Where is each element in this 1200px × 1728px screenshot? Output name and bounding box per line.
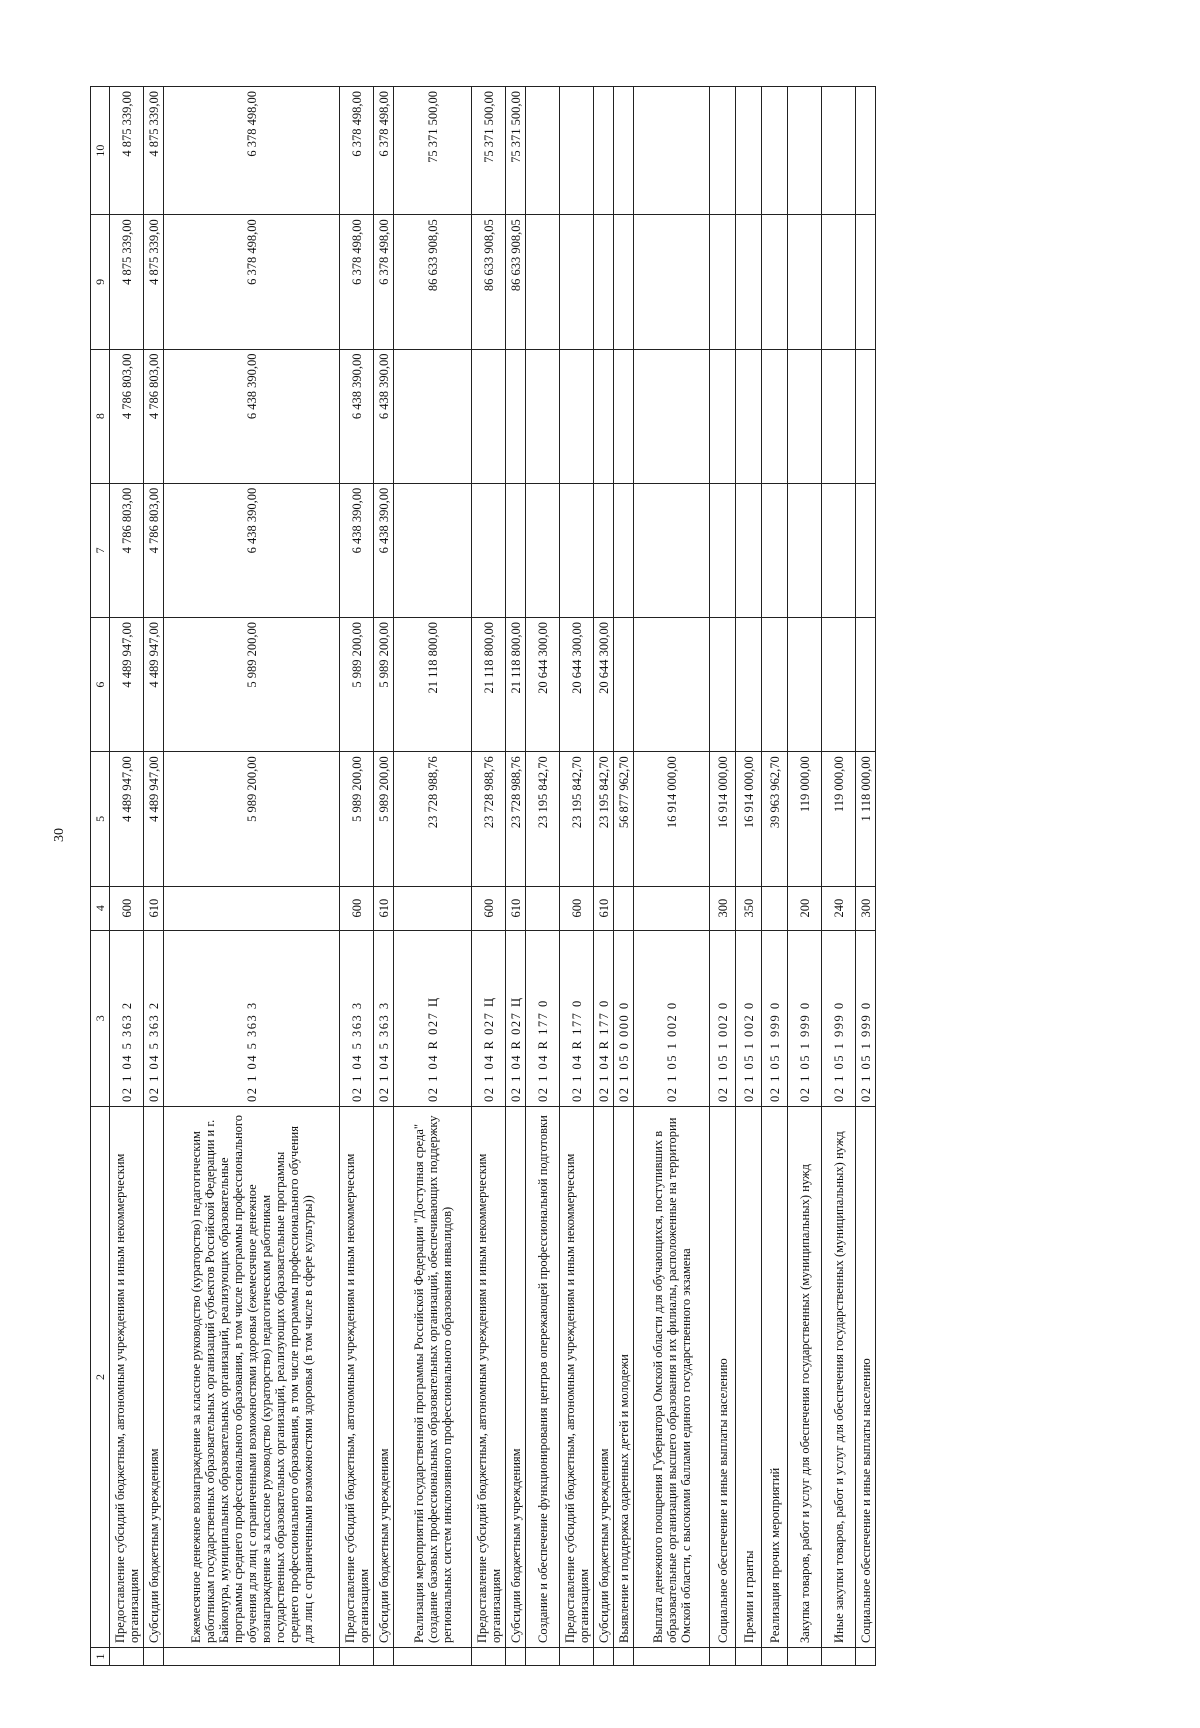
row-number-cell xyxy=(762,1647,788,1665)
row-value-cell xyxy=(762,87,788,215)
row-value-cell: 23 728 988,76 xyxy=(394,752,472,886)
row-value-cell: 20 644 300,00 xyxy=(560,618,594,752)
row-value-cell: 4 786 803,00 xyxy=(110,483,144,617)
row-value-cell: 4 786 803,00 xyxy=(110,349,144,483)
row-value-cell xyxy=(788,349,822,483)
row-name-cell: Ежемесячное денежное вознаграждение за классное руководство (кураторство) педагогическим работникам государственных образовательных организаций субъектов Российской Федерации и г. Байконура, муниципальных образовательных организаций, реализующих образовательные программы среднего профессионального образования, в том числе программы профессионального обучения для лиц с ограниченными возможностями здоровья (ежемесячное денежное вознаграждение за классное руководство (кураторство) педагогическим работникам государственных образовательных организаций, реализующих образовательные программы среднего профессионального образования, в том числе программы профессионального обучения для лиц с ограниченными возможностями здоровья (в том числе в сфере культуры)) xyxy=(164,1106,340,1647)
row-kind-cell xyxy=(762,886,788,930)
row-name-cell: Закупка товаров, работ и услуг для обеспечения государственных (муниципальных) нужд xyxy=(788,1106,822,1647)
row-value-cell xyxy=(762,483,788,617)
table-row xyxy=(856,87,876,1666)
row-kind-cell xyxy=(634,886,710,930)
table-row xyxy=(560,87,594,1666)
row-value-cell: 4 489 947,00 xyxy=(144,752,164,886)
row-value-cell: 20 644 300,00 xyxy=(594,618,614,752)
row-value-cell: 119 000,00 xyxy=(788,752,822,886)
row-value-cell xyxy=(560,349,594,483)
table-row xyxy=(822,87,856,1666)
table-row xyxy=(340,87,374,1666)
row-code-cell: 02 1 04 5 363 2 xyxy=(144,930,164,1106)
row-value-cell xyxy=(710,215,736,349)
row-value-cell xyxy=(788,87,822,215)
row-value-cell: 75 371 500,00 xyxy=(472,87,506,215)
row-value-cell: 16 914 000,00 xyxy=(634,752,710,886)
row-kind-cell: 350 xyxy=(736,886,762,930)
row-value-cell xyxy=(822,215,856,349)
row-value-cell: 1 118 000,00 xyxy=(856,752,876,886)
row-value-cell xyxy=(736,483,762,617)
row-value-cell xyxy=(710,349,736,483)
row-kind-cell: 610 xyxy=(594,886,614,930)
row-value-cell: 4 489 947,00 xyxy=(110,618,144,752)
row-value-cell xyxy=(594,349,614,483)
row-value-cell xyxy=(560,87,594,215)
row-name-cell: Выплата денежного поощрения Губернатора Омской области для обучающихся, поступивших в образовательные организации высшего образования и их филиалы, расположенные на территории Омской области, с высокими баллами единого государственного экзамена xyxy=(634,1106,710,1647)
table-row xyxy=(144,87,164,1666)
row-kind-cell: 610 xyxy=(144,886,164,930)
row-code-cell: 02 1 04 R 027 Ц xyxy=(472,930,506,1106)
row-value-cell: 21 118 800,00 xyxy=(472,618,506,752)
header-cell: 6 xyxy=(91,618,110,752)
row-value-cell xyxy=(856,483,876,617)
row-kind-cell xyxy=(394,886,472,930)
row-value-cell xyxy=(506,483,526,617)
row-value-cell: 16 914 000,00 xyxy=(710,752,736,886)
row-value-cell: 6 378 498,00 xyxy=(340,215,374,349)
row-kind-cell xyxy=(526,886,560,930)
row-code-cell: 02 1 05 1 002 0 xyxy=(634,930,710,1106)
row-name-cell: Предоставление субсидий бюджетным, автономным учреждениям и иным некоммерческим организациям xyxy=(340,1106,374,1647)
row-value-cell xyxy=(822,87,856,215)
row-number-cell xyxy=(560,1647,594,1665)
row-value-cell: 5 989 200,00 xyxy=(340,752,374,886)
row-kind-cell: 240 xyxy=(822,886,856,930)
row-value-cell xyxy=(594,215,614,349)
row-value-cell: 4 875 339,00 xyxy=(110,87,144,215)
row-value-cell: 23 195 842,70 xyxy=(560,752,594,886)
row-value-cell xyxy=(614,87,634,215)
row-value-cell xyxy=(560,215,594,349)
row-value-cell xyxy=(634,618,710,752)
row-value-cell: 5 989 200,00 xyxy=(374,618,394,752)
row-number-cell xyxy=(634,1647,710,1665)
row-value-cell xyxy=(594,87,614,215)
row-value-cell: 86 633 908,05 xyxy=(394,215,472,349)
row-value-cell xyxy=(710,483,736,617)
row-number-cell xyxy=(856,1647,876,1665)
row-kind-cell: 300 xyxy=(710,886,736,930)
row-number-cell xyxy=(526,1647,560,1665)
table-row xyxy=(164,87,340,1666)
row-value-cell xyxy=(736,87,762,215)
row-kind-cell xyxy=(164,886,340,930)
header-row xyxy=(91,87,110,1666)
row-value-cell: 6 438 390,00 xyxy=(374,349,394,483)
row-name-cell: Предоставление субсидий бюджетным, автономным учреждениям и иным некоммерческим организациям xyxy=(110,1106,144,1647)
table-row xyxy=(110,87,144,1666)
row-value-cell: 21 118 800,00 xyxy=(394,618,472,752)
row-value-cell xyxy=(762,618,788,752)
row-value-cell xyxy=(472,483,506,617)
row-value-cell: 21 118 800,00 xyxy=(506,618,526,752)
table-row xyxy=(394,87,472,1666)
row-name-cell: Предоставление субсидий бюджетным, автономным учреждениям и иным некоммерческим организациям xyxy=(472,1106,506,1647)
row-name-cell: Субсидии бюджетным учреждениям xyxy=(144,1106,164,1647)
rotated-page xyxy=(90,86,1170,1666)
row-code-cell: 02 1 04 5 363 2 xyxy=(110,930,144,1106)
row-code-cell: 02 1 04 5 363 3 xyxy=(374,930,394,1106)
table-row xyxy=(472,87,506,1666)
row-kind-cell: 610 xyxy=(374,886,394,930)
row-value-cell xyxy=(822,349,856,483)
row-value-cell xyxy=(736,215,762,349)
row-number-cell xyxy=(788,1647,822,1665)
row-value-cell: 4 786 803,00 xyxy=(144,483,164,617)
row-value-cell xyxy=(822,483,856,617)
row-value-cell xyxy=(634,349,710,483)
row-value-cell: 6 438 390,00 xyxy=(340,349,374,483)
row-value-cell xyxy=(614,483,634,617)
row-value-cell xyxy=(594,483,614,617)
table-row xyxy=(788,87,822,1666)
row-number-cell xyxy=(164,1647,340,1665)
row-value-cell xyxy=(526,215,560,349)
row-value-cell: 4 875 339,00 xyxy=(144,87,164,215)
row-value-cell xyxy=(762,349,788,483)
table-row xyxy=(614,87,634,1666)
row-kind-cell: 200 xyxy=(788,886,822,930)
row-value-cell xyxy=(634,87,710,215)
row-name-cell: Субсидии бюджетным учреждениям xyxy=(594,1106,614,1647)
row-value-cell: 119 000,00 xyxy=(822,752,856,886)
row-value-cell: 86 633 908,05 xyxy=(506,215,526,349)
row-value-cell: 23 728 988,76 xyxy=(506,752,526,886)
row-code-cell: 02 1 04 5 363 3 xyxy=(340,930,374,1106)
row-value-cell: 5 989 200,00 xyxy=(340,618,374,752)
row-value-cell: 23 728 988,76 xyxy=(472,752,506,886)
row-name-cell: Социальное обеспечение и иные выплаты населению xyxy=(856,1106,876,1647)
row-code-cell: 02 1 05 1 999 0 xyxy=(856,930,876,1106)
row-value-cell xyxy=(394,349,472,483)
row-name-cell: Предоставление субсидий бюджетным, автономным учреждениям и иным некоммерческим организациям xyxy=(560,1106,594,1647)
row-value-cell: 6 438 390,00 xyxy=(164,483,340,617)
row-value-cell: 6 438 390,00 xyxy=(164,349,340,483)
row-value-cell: 75 371 500,00 xyxy=(506,87,526,215)
row-name-cell: Реализация мероприятий государственной программы Российской Федерации "Доступная среда" (создание базовых профессиональных образовательных организаций, обеспечивающих поддержку региональных систем инклюзивного профессионального образования инвалидов) xyxy=(394,1106,472,1647)
row-value-cell: 6 438 390,00 xyxy=(340,483,374,617)
row-number-cell xyxy=(710,1647,736,1665)
row-value-cell xyxy=(788,618,822,752)
row-value-cell xyxy=(856,215,876,349)
header-cell: 2 xyxy=(91,1106,110,1647)
row-code-cell: 02 1 05 1 999 0 xyxy=(788,930,822,1106)
row-value-cell: 6 378 498,00 xyxy=(374,87,394,215)
row-kind-cell: 600 xyxy=(340,886,374,930)
row-name-cell: Создание и обеспечение функционирования центров опережающей профессиональной подготовки xyxy=(526,1106,560,1647)
row-code-cell: 02 1 05 1 999 0 xyxy=(822,930,856,1106)
row-value-cell: 6 378 498,00 xyxy=(374,215,394,349)
row-value-cell: 5 989 200,00 xyxy=(164,618,340,752)
row-value-cell: 56 877 962,70 xyxy=(614,752,634,886)
header-cell: 3 xyxy=(91,930,110,1106)
row-value-cell xyxy=(788,483,822,617)
row-name-cell: Субсидии бюджетным учреждениям xyxy=(506,1106,526,1647)
row-value-cell: 75 371 500,00 xyxy=(394,87,472,215)
row-number-cell xyxy=(594,1647,614,1665)
row-code-cell: 02 1 05 0 000 0 xyxy=(614,930,634,1106)
header-cell: 7 xyxy=(91,483,110,617)
row-value-cell: 23 195 842,70 xyxy=(526,752,560,886)
row-code-cell: 02 1 04 R 177 0 xyxy=(560,930,594,1106)
row-code-cell: 02 1 04 R 027 Ц xyxy=(506,930,526,1106)
row-value-cell: 6 438 390,00 xyxy=(374,483,394,617)
table-row xyxy=(594,87,614,1666)
row-name-cell: Выявление и поддержка одаренных детей и молодежи xyxy=(614,1106,634,1647)
row-number-cell xyxy=(506,1647,526,1665)
row-value-cell xyxy=(614,349,634,483)
row-kind-cell xyxy=(614,886,634,930)
header-cell: 10 xyxy=(91,87,110,215)
row-value-cell xyxy=(526,349,560,483)
row-value-cell: 6 378 498,00 xyxy=(164,87,340,215)
row-kind-cell: 300 xyxy=(856,886,876,930)
row-value-cell: 86 633 908,05 xyxy=(472,215,506,349)
row-value-cell xyxy=(710,618,736,752)
row-code-cell: 02 1 05 1 002 0 xyxy=(736,930,762,1106)
row-number-cell xyxy=(736,1647,762,1665)
budget-table xyxy=(90,86,876,1666)
row-code-cell: 02 1 04 R 177 0 xyxy=(594,930,614,1106)
row-number-cell xyxy=(374,1647,394,1665)
row-name-cell: Социальное обеспечение и иные выплаты населению xyxy=(710,1106,736,1647)
row-number-cell xyxy=(614,1647,634,1665)
row-value-cell xyxy=(506,349,526,483)
table-row xyxy=(736,87,762,1666)
row-value-cell xyxy=(856,349,876,483)
row-code-cell: 02 1 05 1 002 0 xyxy=(710,930,736,1106)
row-code-cell: 02 1 05 1 999 0 xyxy=(762,930,788,1106)
row-value-cell xyxy=(472,349,506,483)
header-cell: 4 xyxy=(91,886,110,930)
row-value-cell: 4 489 947,00 xyxy=(110,752,144,886)
table-row xyxy=(762,87,788,1666)
row-value-cell: 4 786 803,00 xyxy=(144,349,164,483)
row-number-cell xyxy=(394,1647,472,1665)
row-value-cell xyxy=(394,483,472,617)
row-value-cell: 4 875 339,00 xyxy=(144,215,164,349)
row-name-cell: Субсидии бюджетным учреждениям xyxy=(374,1106,394,1647)
header-cell: 1 xyxy=(91,1647,110,1665)
row-name-cell: Реализация прочих мероприятий xyxy=(762,1106,788,1647)
row-kind-cell: 600 xyxy=(110,886,144,930)
row-value-cell: 39 963 962,70 xyxy=(762,752,788,886)
row-value-cell: 4 875 339,00 xyxy=(110,215,144,349)
row-value-cell: 5 989 200,00 xyxy=(164,752,340,886)
row-value-cell xyxy=(560,483,594,617)
row-kind-cell: 600 xyxy=(472,886,506,930)
row-kind-cell: 610 xyxy=(506,886,526,930)
table-row xyxy=(374,87,394,1666)
row-number-cell xyxy=(144,1647,164,1665)
row-code-cell: 02 1 04 R 027 Ц xyxy=(394,930,472,1106)
row-value-cell xyxy=(788,215,822,349)
table-row xyxy=(506,87,526,1666)
row-value-cell xyxy=(634,483,710,617)
header-cell: 9 xyxy=(91,215,110,349)
row-number-cell xyxy=(472,1647,506,1665)
row-value-cell xyxy=(634,215,710,349)
row-kind-cell: 600 xyxy=(560,886,594,930)
row-value-cell xyxy=(736,618,762,752)
table-row xyxy=(526,87,560,1666)
row-value-cell xyxy=(614,215,634,349)
row-value-cell xyxy=(856,87,876,215)
row-name-cell: Иные закупки товаров, работ и услуг для обеспечения государственных (муниципальных) нужд xyxy=(822,1106,856,1647)
table-row xyxy=(710,87,736,1666)
row-value-cell: 23 195 842,70 xyxy=(594,752,614,886)
page-number: 30 xyxy=(52,828,67,842)
row-number-cell xyxy=(340,1647,374,1665)
row-value-cell: 20 644 300,00 xyxy=(526,618,560,752)
row-code-cell: 02 1 04 R 177 0 xyxy=(526,930,560,1106)
row-value-cell xyxy=(762,215,788,349)
row-value-cell xyxy=(856,618,876,752)
table-body xyxy=(110,87,876,1666)
row-number-cell xyxy=(822,1647,856,1665)
row-number-cell xyxy=(110,1647,144,1665)
row-value-cell xyxy=(526,87,560,215)
row-code-cell: 02 1 04 5 363 3 xyxy=(164,930,340,1106)
row-value-cell xyxy=(822,618,856,752)
row-value-cell xyxy=(736,349,762,483)
row-value-cell: 5 989 200,00 xyxy=(374,752,394,886)
header-cell: 8 xyxy=(91,349,110,483)
row-value-cell xyxy=(614,618,634,752)
row-value-cell: 6 378 498,00 xyxy=(340,87,374,215)
row-value-cell xyxy=(526,483,560,617)
row-value-cell: 6 378 498,00 xyxy=(164,215,340,349)
row-value-cell xyxy=(710,87,736,215)
row-value-cell: 4 489 947,00 xyxy=(144,618,164,752)
table-row xyxy=(634,87,710,1666)
row-name-cell: Премии и гранты xyxy=(736,1106,762,1647)
row-value-cell: 16 914 000,00 xyxy=(736,752,762,886)
header-cell: 5 xyxy=(91,752,110,886)
